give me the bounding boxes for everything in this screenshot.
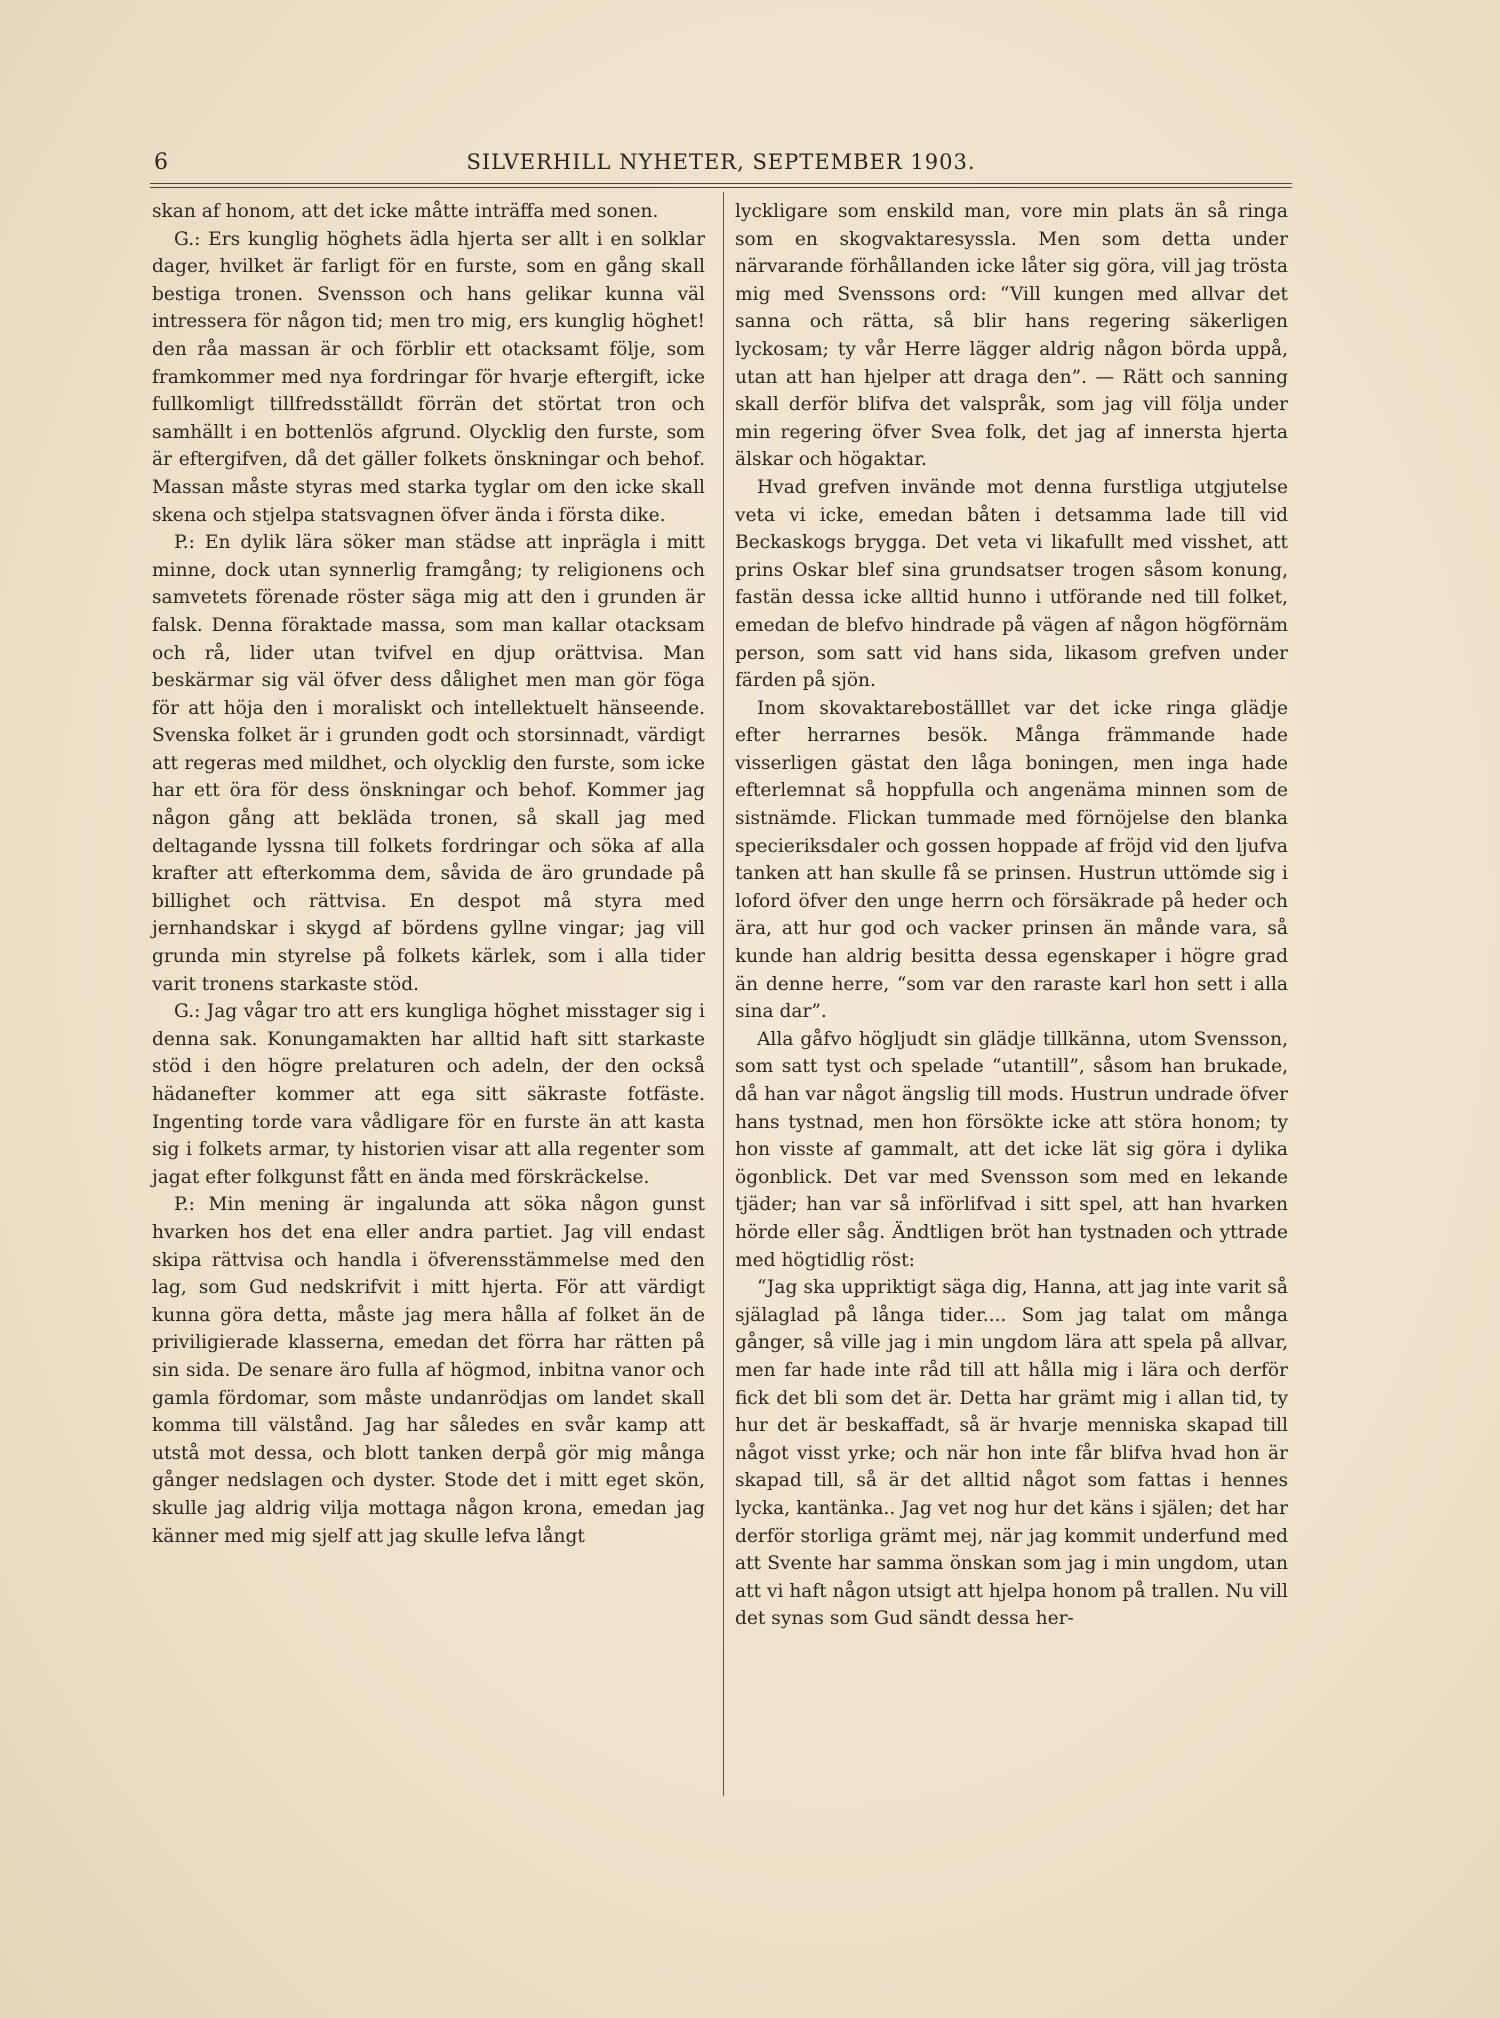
paragraph: P.: En dylik lära söker man städse att inprägla i mitt minne, dock utan synnerlig framgång; ty religionens och samvetets förenade röster säga mig att den i grunden är falsk. Denna föraktade massa, som man kallar otacksam och rå, lider utan tvifvel en djup orättvisa. Man beskärmar sig väl öfver dess dålighet men man gör föga för att höja den i moraliskt och intellektuelt hänseende. Svenska folket är i grunden godt och storsinnadt, värdigt att regeras med mildhet, och olycklig den furste, som icke har ett öra för dess önskningar och behof. Kommer jag någon gång att bekläda tronen, så skall jag med deltagande lyssna till folkets fordringar och söka af alla krafter att efterkomma dem, såvida de äro grundade på billighet och rättvisa. En despot må styra med jernhandskar i skygd af bördens gyllne vingar; jag vill grunda min styrelse på folkets kärlek, som i alla tider varit tronens starkaste stöd.	[152, 532, 705, 995]
paragraph: Inom skovaktareboställlet var det icke ringa glädje efter herrarnes besök. Många främmande hade visserligen gästat den låga boningen, men inga hade efterlemnat så hoppfulla och angenäma minnen som de sistnämde. Flickan tummade med förnöjelse den blanka specieriksdaler och gossen hoppade af fröjd vid den ljufva tanken att han skulle få se prinsen. Hustrun uttömde sig i loford öfver den unge herrn och försäkrade på heder och ära, att hur god och vacker prinsen än månde vara, så kunde han aldrig besitta dessa egenskaper i högre grad än denne herre, “som var den raraste karl hon sett i alla sina dar”.	[735, 697, 1288, 1023]
page-header	[150, 150, 1292, 180]
paragraph: Hvad grefven invände mot denna furstliga utgjutelse veta vi icke, emedan båten i detsamma lade till vid Beckaskogs brygga. Det veta vi likafullt med visshet, att prins Oskar blef sina grundsatser trogen såsom konung, fastän dessa icke alltid hunno i utförande ned till folket, emedan de blefvo hindrade på vägen af någon högförnäm person, som satt vid hans sida, likasom grefven under färden på sjön.	[735, 476, 1288, 692]
paragraph: G.: Jag vågar tro att ers kungliga höghet misstager sig i denna sak. Konungamakten har alltid haft sitt starkaste stöd i den högre prelaturen och adeln, der den också hädanefter kommer att ega sitt säkraste fotfäste. Ingenting torde vara vådligare för en furste än att kasta sig i folkets armar, ty historien visar att alla regenter som jagat efter folkgunst fått en ända med förskräckelse.	[152, 1001, 705, 1188]
left-column	[152, 198, 705, 1550]
paragraph: “Jag ska uppriktigt säga dig, Hanna, att jag inte varit så själaglad på långa tider.... Som jag talat om många gånger, så ville jag i min ungdom lära att spela på allvar, men far hade inte råd till att hålla mig i lära och derför fick det bli som det är. Detta har grämt mig i allan tid, ty hur det är beskaffadt, så är hvarje menniska skapad till något visst yrke; och när hon inte får blifva hvad hon är skapad till, så är det alltid något som fattas i hennes lycka, kantänka.. Jag vet nog hur det käns i själen; det har derför storliga grämt mej, när jag kommit underfund med att Svente har samma önskan som jag i min ungdom, utan att vi haft någon utsigt att hjelpa honom på trallen. Nu vill det synas som Gud sändt dessa her-	[735, 1277, 1288, 1630]
page-number: 6	[154, 150, 168, 175]
paragraph: skan af honom, att det icke måtte inträffa med sonen.	[152, 201, 659, 222]
paragraph: Alla gåfvo högljudt sin glädje tillkänna, utom Svensson, som satt tyst och spelade “utantill”, såsom han brukade, då han var något ängslig till mods. Hustrun undrade öfver hans tystnad, men hon försökte icke att störa honom; ty hon visste af gammalt, att det icke lät sig göra i dylika ögonblick. Det var med Svensson som med en lekande tjäder; han var så införlifvad i sitt spel, att han hvarken hörde eller såg. Ändtligen bröt han tystnaden och yttrade med högtidlig röst:	[735, 1028, 1288, 1271]
header-rule-bottom	[150, 187, 1292, 188]
column-divider	[723, 192, 724, 1796]
running-title: SILVERHILL NYHETER, SEPTEMBER 1903.	[466, 150, 976, 174]
paragraph: P.: Min mening är ingalunda att söka någon gunst hvarken hos det ena eller andra partiet. Jag vill endast skipa rättvisa och handla i öfverensstämmelse med den lag, som Gud nedskrifvit i mitt hjerta. För att värdigt kunna göra detta, måste jag mera hålla af folket än de priviligierade klasserna, emedan det förra har rätten på sin sida. De senare äro fulla af högmod, inbitna vanor och gamla fördomar, som måste undanrödjas om landet skall komma till välstånd. Jag har således en svår kamp att utstå mot dessa, och blott tanken derpå gör mig många gånger nedslagen och dyster. Stode det i mitt eget skön, skulle jag aldrig vilja mottaga någon krona, emedan jag känner med mig sjelf att jag skulle lefva långt	[152, 1194, 705, 1547]
header-rule-top	[150, 183, 1292, 184]
paragraph: G.: Ers kunglig höghets ädla hjerta ser allt i en solklar dager, hvilket är farligt för en furste, som en gång skall bestiga tronen. Svensson och hans gelikar kunna väl intressera för någon tid; men tro mig, ers kunglig höghet! den råa massan är och förblir ett otacksamt följe, som framkommer med nya fordringar för hvarje eftergift, icke fullkomligt tillfredsställdt förrän det störtat tron och samhällt i en bottenlös afgrund. Olycklig den furste, som är eftergifven, då det gäller folkets önskningar och behof. Massan måste styras med starka tyglar om den icke skall skena och stjelpa statsvagnen öfver ända i första dike.	[152, 228, 705, 526]
right-column	[735, 198, 1288, 1633]
paragraph: lyckligare som enskild man, vore min plats än så ringa som en skogvaktaresyssla. Men som detta under närvarande förhållanden icke låter sig göra, vill jag trösta mig med Svenssons ord: “Vill kungen med allvar det sanna och rätta, så blir hans regering säkerligen lyckosam; ty vår Herre lägger aldrig någon börda uppå, utan att han hjelper att draga den”. — Rätt och sanning skall derför blifva det valspråk, som jag vill följa under min regering öfver Svea folk, det jag af innersta hjerta älskar och högaktar.	[735, 201, 1288, 471]
